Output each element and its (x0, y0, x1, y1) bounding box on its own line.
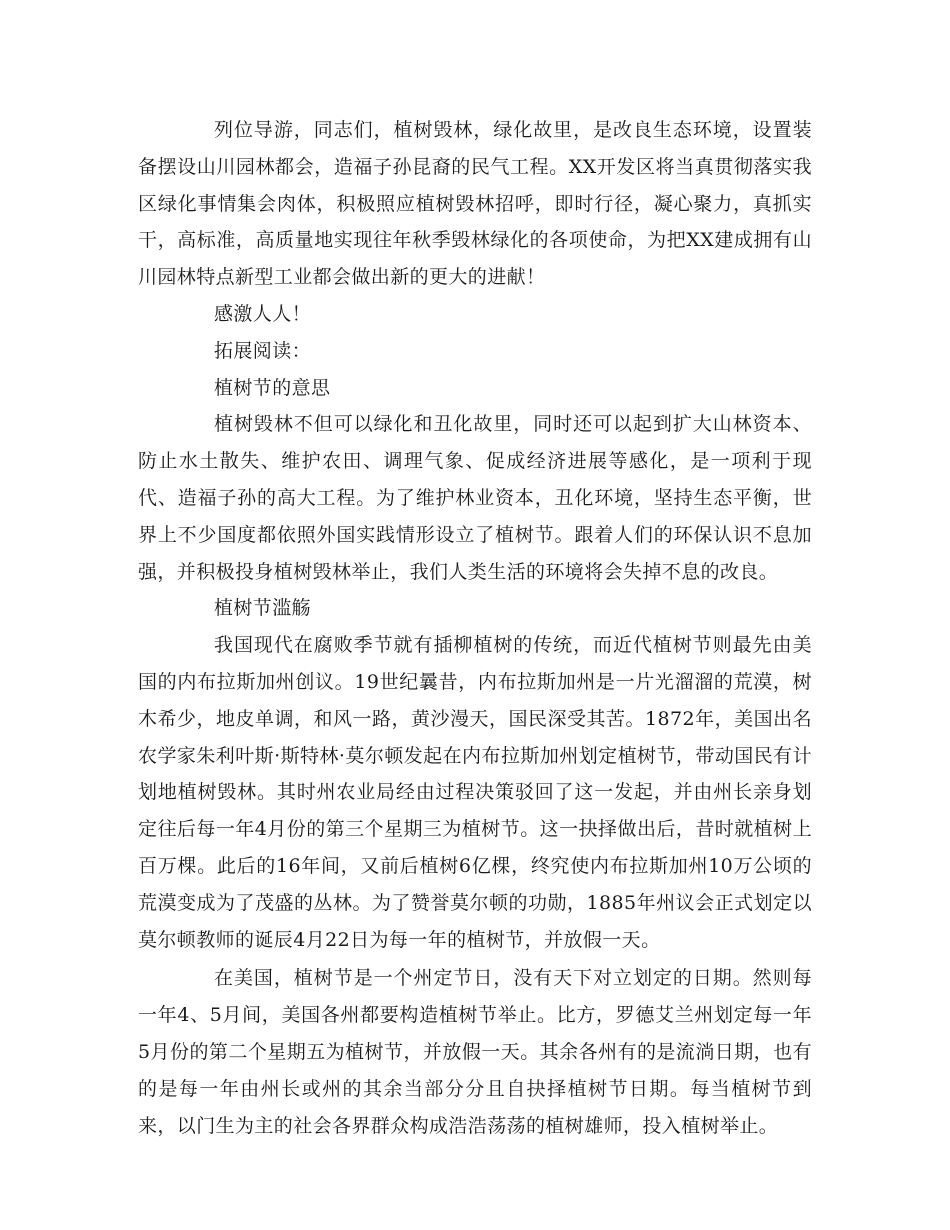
paragraph-greening-speech: 列位导游，同志们，植树毁林，绿化故里，是改良生态环境，设置装备摆设山川园林都会，造福子孙昆裔的民气工程。XX开发区将当真贯彻落实我区绿化事情集会肉体，积极照应植树毁林招呼，即时行径，凝心聚力，真抓实干，高标准，高质量地实现往年秋季毁林绿化的各项使命，为把XX建成拥有山川园林特点新型工业都会做出新的更大的进献！ (138, 119, 812, 289)
paragraph-origin: 我国现代在腐败季节就有插柳植树的传统，而近代植树节则最先由美国的内布拉斯加州创议。19世纪曩昔，内布拉斯加州是一片光溜溜的荒漠，树木希少，地皮单调，和风一路，黄沙漫天，国民深受其苦。1872年，美国出名农学家朱利叶斯·斯特林·莫尔顿发起在内布拉斯加州划定植树节，带动国民有计划地植树毁林。其时州农业局经由过程决策驳回了这一发起，并由州长亲身划定往后每一年4月份的第三个星期三为植树节。这一抉择做出后，昔时就植树上百万棵。此后的16年间，又前后植树6亿棵，终究使内布拉斯加州10万公顷的荒漠变成为了茂盛的丛林。为了赞誉莫尔顿的功勋，1885年州议会正式划定以莫尔顿教师的诞辰4月22日为每一年的植树节，并放假一天。 (138, 634, 812, 951)
document-page (138, 112, 812, 1144)
section-heading-origin: 植树节滥觞 (214, 597, 312, 620)
thanks-line: 感激人人！ (214, 302, 312, 325)
paragraph-usa: 在美国，植树节是一个州定节日，没有天下对立划定的日期。然则每一年4、5月间，美国各州都要构造植树节举止。比方，罗德艾兰州划定每一年5月份的第二个星期五为植树节，并放假一天。其余各州有的是流淌日期，也有的是每一年由州长或州的其余当部分分且自抉择植树节日期。每当植树节到来，以门生为主的社会各界群众构成浩浩荡荡的植树雄师，投入植树举止。 (138, 967, 812, 1137)
paragraph-meaning: 植树毁林不但可以绿化和丑化故里，同时还可以起到扩大山林资本、防止水土散失、维护农田、调理气象、促成经济进展等感化，是一项利于现代、造福子孙的高大工程。为了维护林业资本，丑化环境，坚持生态平衡，世界上不少国度都依照外国实践情形设立了植树节。跟着人们的环保认识不息加强，并积极投身植树毁林举止，我们人类生活的环境将会失掉不息的改良。 (138, 413, 812, 583)
section-heading-meaning: 植树节的意思 (214, 376, 331, 399)
extended-reading-label: 拓展阅读： (214, 339, 312, 362)
